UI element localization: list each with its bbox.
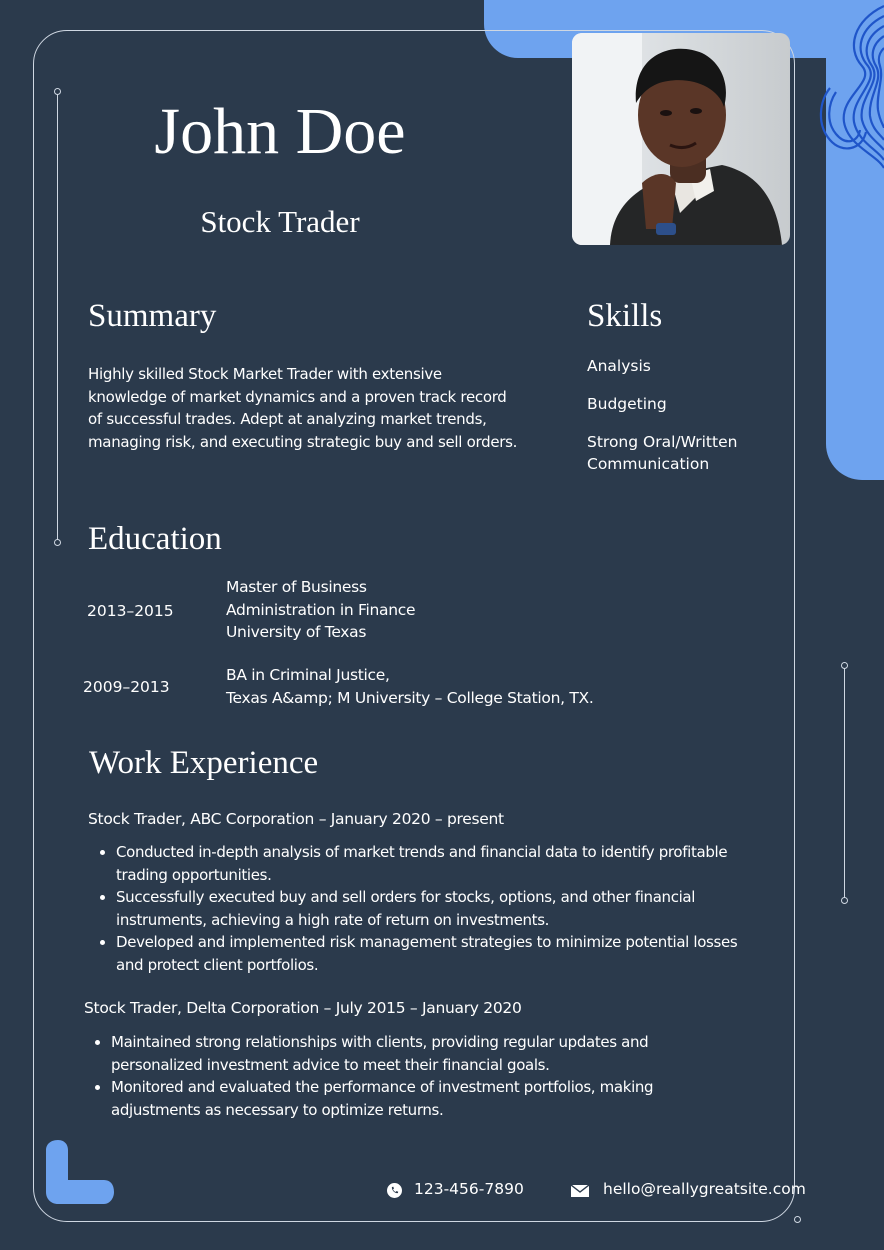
education-details xyxy=(226,664,593,709)
line-dot xyxy=(841,662,848,669)
job-title-line: Stock Trader, Delta Corporation – July 2015 – January 2020 xyxy=(84,999,522,1017)
left-divider-line xyxy=(57,92,58,542)
education-heading: Education xyxy=(88,521,222,557)
line-dot xyxy=(54,539,61,546)
job-bullets xyxy=(83,1031,791,1121)
work-heading: Work Experience xyxy=(89,745,319,781)
education-years: 2013–2015 xyxy=(87,602,174,620)
job-title-line: Stock Trader, ABC Corporation – January 2020 – present xyxy=(88,810,504,828)
skill-item: Analysis xyxy=(587,357,651,375)
job-bullet: • Developed and implemented risk management strategies to minimize potential losses and protect client portfolios. xyxy=(116,931,796,976)
line-dot xyxy=(794,1216,801,1223)
summary-line: of successful trades. Adept at analyzing market trends, xyxy=(88,410,487,428)
job-bullets xyxy=(88,841,796,976)
email-icon xyxy=(571,1185,589,1197)
education-line: Master of Business xyxy=(226,578,367,596)
email-address[interactable]: hello@reallygreatsite.com xyxy=(603,1180,806,1198)
job-bullet: • Successfully executed buy and sell orders for stocks, options, and other financial instruments, achieving a high rate of return on investments. xyxy=(116,886,796,931)
education-line: University of Texas xyxy=(226,623,367,641)
summary-line: managing risk, and executing strategic buy and sell orders. xyxy=(88,432,518,451)
job-bullet: • Maintained strong relationships with clients, providing regular updates and personalized investment advice to meet their financial goals. xyxy=(111,1031,791,1076)
summary-line: knowledge of market dynamics and a proven track record xyxy=(88,387,507,406)
job-bullet: • Conducted in-depth analysis of market trends and financial data to identify profitable trading opportunities. xyxy=(116,841,796,886)
education-years: 2009–2013 xyxy=(83,678,170,696)
right-divider-line xyxy=(844,666,845,900)
line-dot xyxy=(841,897,848,904)
summary-heading: Summary xyxy=(88,298,217,334)
education-line: BA in Criminal Justice, xyxy=(226,666,390,684)
person-name: John Doe xyxy=(154,95,406,168)
job-bullet: • Monitored and evaluated the performance of investment portfolios, making adjustments as necessary to optimize returns. xyxy=(111,1076,791,1121)
summary-line: Highly skilled Stock Market Trader with extensive xyxy=(88,365,442,383)
wave-pattern-icon xyxy=(806,0,884,190)
profile-photo xyxy=(572,33,790,245)
education-line: Texas A&amp; M University – College Station, TX. xyxy=(226,688,594,707)
skill-item: Strong Oral/Written xyxy=(587,433,738,451)
skill-item: Budgeting xyxy=(587,395,667,413)
phone-icon xyxy=(387,1183,402,1198)
education-details xyxy=(226,576,415,644)
job-title: Stock Trader xyxy=(200,204,360,239)
education-line: Administration in Finance xyxy=(226,600,416,619)
skill-item: Communication xyxy=(587,455,710,473)
skills-heading: Skills xyxy=(587,298,663,334)
summary-text xyxy=(88,363,548,453)
phone-number[interactable]: 123-456-7890 xyxy=(414,1180,524,1198)
corner-accent-shape xyxy=(46,1140,114,1204)
